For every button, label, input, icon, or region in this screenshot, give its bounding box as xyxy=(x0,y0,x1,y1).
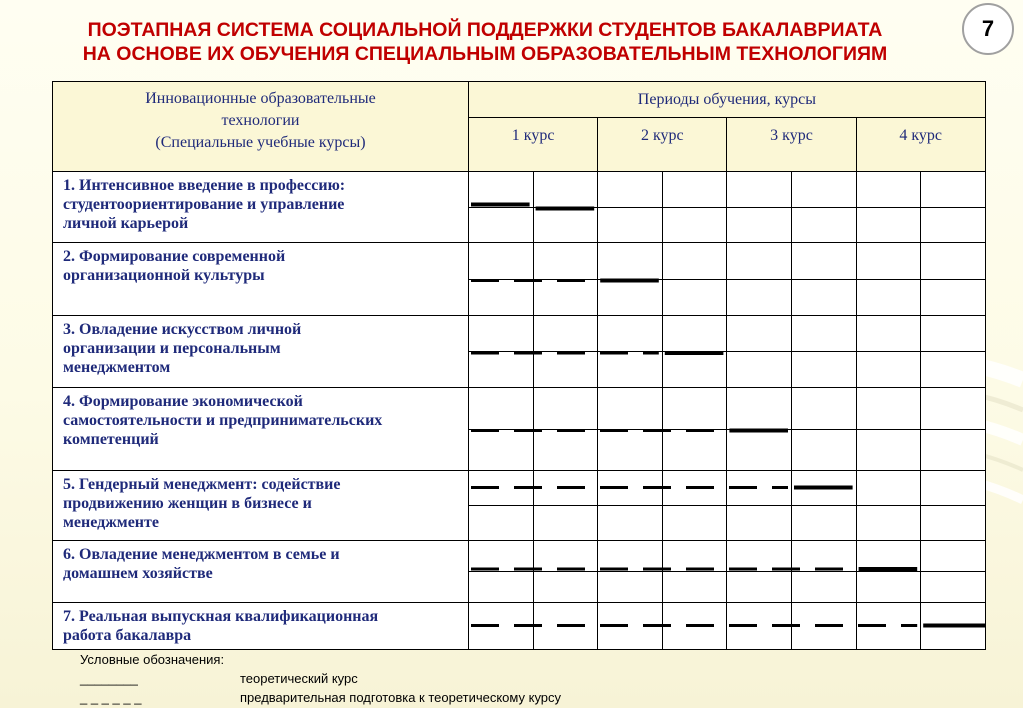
header-course-label: 4 курс xyxy=(899,127,943,144)
legend-text-preparatory: предварительная подготовка к теоретическому курсу xyxy=(240,690,562,705)
legend-symbol-solid: ________ xyxy=(80,671,138,686)
legend-heading: Условные обозначения: xyxy=(80,652,225,667)
course-name-line: организации и персональным xyxy=(63,340,281,357)
header-technologies-line: Инновационные образовательные xyxy=(145,90,376,107)
course-name-line: менеджментом xyxy=(63,359,171,376)
header-technologies-line: (Специальные учебные курсы) xyxy=(155,134,366,151)
header-periods-label: Периоды обучения, курсы xyxy=(637,91,816,108)
course-name-line: 4. Формирование экономической xyxy=(63,393,303,410)
course-name-line: 1. Интенсивное введение в профессию: xyxy=(63,177,346,194)
page-number-badge: 7 xyxy=(962,3,1014,55)
course-name-line: 7. Реальная выпускная квалификационная xyxy=(63,608,379,625)
timeline-bars-overlay xyxy=(52,81,993,653)
legend-text-theoretical: теоретический курс xyxy=(240,671,358,686)
title-line-1: ПОЭТАПНАЯ СИСТЕМА СОЦИАЛЬНОЙ ПОДДЕРЖКИ СТУДЕНТОВ БАКАЛАВРИАТА xyxy=(87,19,883,41)
course-name-line: самостоятельности и предпринимательских xyxy=(63,412,383,429)
course-name-line: организационной культуры xyxy=(63,267,265,284)
legend-item-preparatory xyxy=(80,688,561,707)
course-name-line: студентоориентирование и управление xyxy=(63,196,345,213)
legend-item-theoretical xyxy=(80,669,561,688)
header-course-label: 3 курс xyxy=(770,127,813,144)
legend-symbol-dashed: _ _ _ _ _ _ xyxy=(80,690,142,705)
course-name-line: компетенций xyxy=(63,431,159,448)
course-name-line: личной карьерой xyxy=(63,215,189,232)
courses-table xyxy=(52,81,985,642)
course-name-line: менеджменте xyxy=(63,514,159,531)
legend xyxy=(80,650,561,707)
course-name-line: работа бакалавра xyxy=(63,627,192,644)
course-name-line: домашнем хозяйстве xyxy=(63,565,213,582)
header-course-label: 2 курс xyxy=(640,127,684,144)
header-technologies-line: технологии xyxy=(221,112,300,129)
course-name-line: продвижению женщин в бизнесе и xyxy=(63,495,312,512)
page-title xyxy=(20,18,950,66)
course-name-line: 5. Гендерный менеджмент: содействие xyxy=(63,476,341,493)
header-course-label: 1 курс xyxy=(511,127,555,144)
course-name-line: 3. Овладение искусством личной xyxy=(63,321,302,338)
course-name-line: 2. Формирование современной xyxy=(63,248,286,265)
title-line-2: НА ОСНОВЕ ИХ ОБУЧЕНИЯ СПЕЦИАЛЬНЫМ ОБРАЗОВАТЕЛЬНЫМ ТЕХНОЛОГИЯМ xyxy=(82,43,888,65)
course-name-line: 6. Овладение менеджментом в семье и xyxy=(63,546,340,563)
